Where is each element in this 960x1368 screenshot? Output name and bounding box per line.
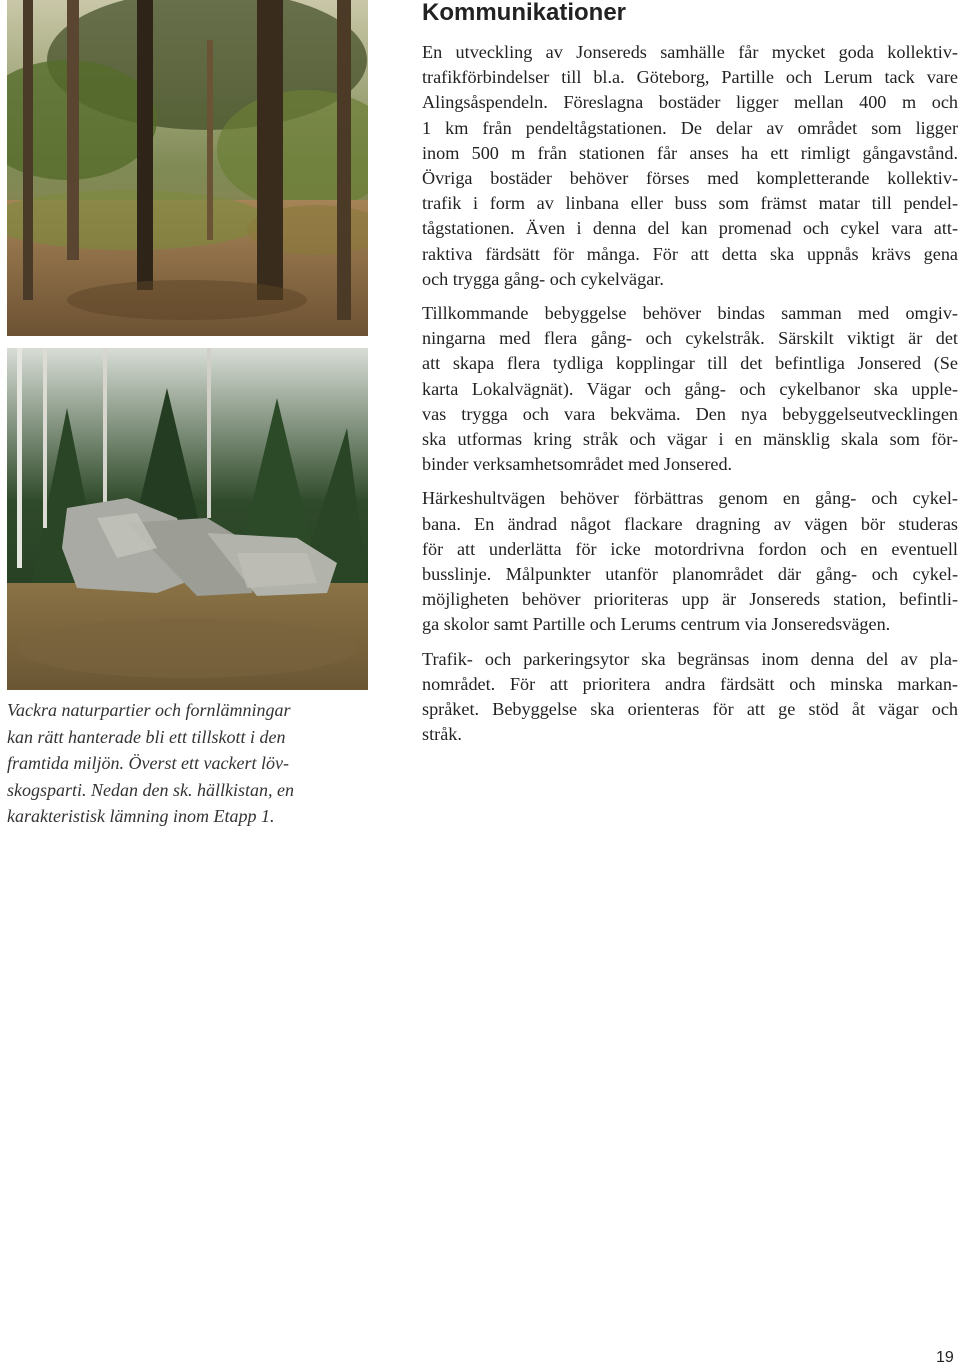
- text-line: inom 500 m från stationen får anses ha ett rimligt gångavstånd.: [422, 142, 958, 163]
- paragraph: [422, 486, 958, 637]
- text-line: för att underlätta för icke motordrivna fordon och en eventuell: [422, 538, 958, 559]
- text-line: att skapa flera tydliga kopplingar till det befintliga Jonsered (Se: [422, 353, 958, 374]
- text-line: ningarna med flera gång- och cykelstråk. Särskilt viktigt är det: [422, 328, 958, 349]
- text-line: ga skolor samt Partille och Lerums centrum via Jonseredsvägen.: [422, 614, 891, 635]
- text-line: Övriga bostäder behöver förses med kompletterande kollektiv-: [422, 168, 958, 189]
- section-heading: Kommunikationer: [422, 0, 627, 26]
- text-line: vas trygga och vara bekväma. Den nya bebyggelseutvecklingen: [422, 403, 958, 424]
- caption-line: skogsparti. Nedan den sk. hällkistan, en: [7, 779, 294, 800]
- text-line: Härkeshultvägen behöver förbättras genom en gång- och cykel-: [422, 488, 958, 509]
- stone-cist-photo: [7, 348, 368, 690]
- text-line: Trafik- och parkeringsytor ska begränsas inom denna del av pla-: [422, 648, 958, 669]
- text-line: nområdet. För att prioritera andra färdsätt och minska markan-: [422, 673, 958, 694]
- text-line: Tillkommande bebyggelse behöver bindas samman med omgiv-: [422, 303, 958, 324]
- text-line: trafik i form av linbana eller buss som främst matar till pendel-: [422, 193, 958, 214]
- text-line: binder verksamhetsområdet med Jonsered.: [422, 454, 733, 475]
- text-line: En utveckling av Jonsereds samhälle får mycket goda kollektiv-: [422, 42, 958, 62]
- paragraph: [422, 301, 958, 477]
- caption-line: kan rätt hanterade bli ett tillskott i den: [7, 726, 286, 747]
- text-line: raktiva färdsätt för många. För att detta ska uppnås krävs gena: [422, 243, 958, 264]
- text-line: karta Lokalvägnät). Vägar och gång- och cykelbanor ska upple-: [422, 378, 958, 399]
- text-line: trafikförbindelser till bl.a. Göteborg, Partille och Lerum tack vare: [422, 67, 958, 88]
- caption-line: karakteristisk lämning inom Etapp 1.: [7, 806, 275, 826]
- forest-photo: [7, 0, 368, 336]
- text-line: och trygga gång- och cykelvägar.: [422, 268, 664, 289]
- text-line: språket. Bebyggelse ska orienteras för att ge stöd åt vägar och: [422, 699, 958, 720]
- photo-caption: [7, 697, 352, 830]
- caption-line: Vackra naturpartier och fornlämningar: [7, 700, 291, 720]
- text-line: Alingsåspendeln. Föreslagna bostäder ligger mellan 400 m och: [422, 92, 958, 113]
- text-line: stråk.: [422, 724, 462, 745]
- paragraph: [422, 40, 958, 292]
- text-line: tågstationen. Även i denna del kan promenad och cykel vara att-: [422, 218, 958, 239]
- caption-line: framtida miljön. Överst ett vackert löv-: [7, 753, 289, 773]
- text-line: busslinje. Målpunkter utanför planområdet där gång- och cykel-: [422, 564, 958, 585]
- text-column: [422, 0, 958, 747]
- text-line: bana. En ändrad något flackare dragning av vägen bör studeras: [422, 513, 958, 534]
- text-line: ska utformas kring stråk och vägar i en mänsklig skala som för-: [422, 429, 958, 450]
- text-line: möjligheten behöver prioriteras upp är Jonsereds station, befintli-: [422, 589, 958, 610]
- paragraph: [422, 647, 958, 748]
- text-line: 1 km från pendeltågstationen. De delar av området som ligger: [422, 117, 958, 138]
- page-number: 19: [936, 1349, 954, 1366]
